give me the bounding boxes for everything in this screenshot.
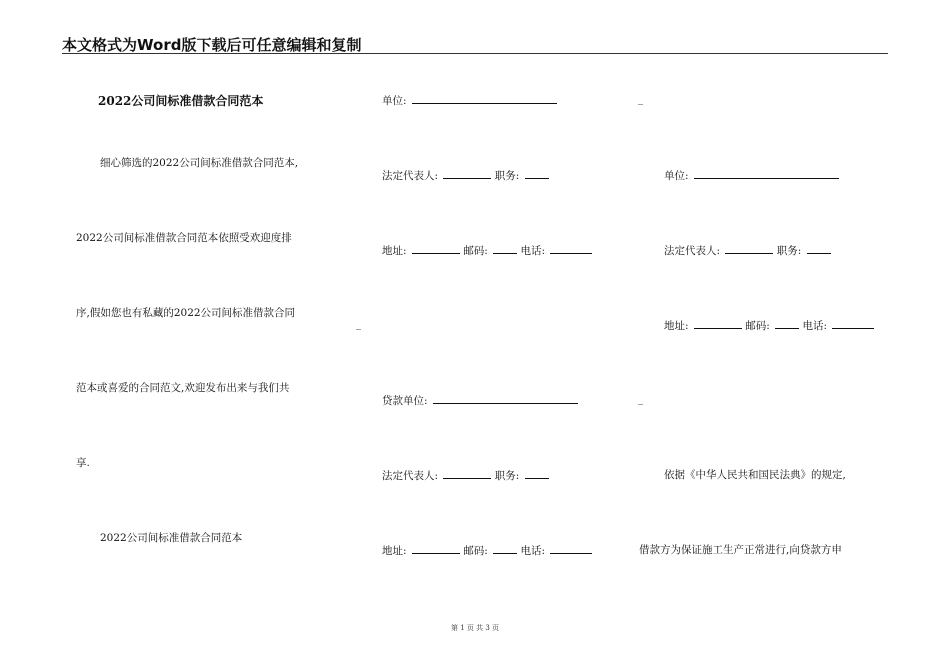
address-row [382,243,592,258]
intro-paragraph-line-4: 范本或喜爱的合同范文,欢迎发布出来与我们共 [76,382,290,394]
representative-label: 法定代表人: [664,245,721,257]
representative-label: 法定代表人: [382,170,439,182]
guarantor-unit-row [664,168,839,183]
lender-unit-label: 贷款单位: [382,395,428,407]
intro-paragraph-line-2: 2022公司间标准借款合同范本依照受欢迎度排 [76,232,292,244]
phone-blank [550,243,592,254]
position-blank [525,168,549,179]
address-label: 地址: [664,320,689,332]
guarantor-address-row [664,318,874,333]
unit-blank [412,93,557,104]
postcode-blank [493,543,517,554]
representative-blank [725,243,773,254]
postcode-label: 邮码: [463,545,488,557]
unit-blank [694,168,839,179]
underscore-mark: _ [356,319,361,330]
intro-paragraph-line-1: 细心筛选的2022公司间标准借款合同范本, [100,157,299,169]
guarantor-representative-row [664,243,831,258]
lender-unit-row [382,393,578,408]
representative-blank [443,468,491,479]
section-subtitle: 2022公司间标准借款合同范本 [100,532,243,544]
address-blank [694,318,742,329]
intro-paragraph-line-3: 序,假如您也有私藏的2022公司间标准借款合同 [76,307,296,319]
body-text-line-2: 借款方为保证施工生产正常进行,向贷款方申 [639,544,842,556]
borrower-unit-row [382,93,557,108]
position-label: 职务: [776,245,802,257]
representative-blank [443,168,491,179]
body-text-line-1: 依据《中华人民共和国民法典》的规定, [664,469,846,481]
postcode-blank [775,318,799,329]
position-blank [525,468,549,479]
underscore-mark: _ [638,94,643,105]
header-divider [62,53,888,54]
phone-label: 电话: [802,320,828,332]
lender-unit-blank [433,393,578,404]
intro-paragraph-line-5: 享. [76,457,90,469]
position-label: 职务: [494,470,520,482]
postcode-blank [493,243,517,254]
address-label: 地址: [382,245,407,257]
representative-row [382,168,549,183]
address-blank [412,243,460,254]
address-blank [412,543,460,554]
header-title: 本文格式为Word版下载后可任意编辑和复制 [62,36,362,54]
document-title: 2022公司间标准借款合同范本 [98,94,264,108]
unit-label: 单位: [664,170,689,182]
underscore-mark: _ [638,394,643,405]
postcode-label: 邮码: [463,245,488,257]
phone-blank [832,318,874,329]
page-number: 第 1 页 共 3 页 [450,624,500,632]
unit-label: 单位: [382,95,407,107]
lender-address-row [382,543,592,558]
address-label: 地址: [382,545,407,557]
phone-label: 电话: [520,545,546,557]
lender-representative-row [382,468,549,483]
phone-label: 电话: [520,245,546,257]
representative-label: 法定代表人: [382,470,439,482]
position-blank [807,243,831,254]
postcode-label: 邮码: [745,320,770,332]
position-label: 职务: [494,170,520,182]
phone-blank [550,543,592,554]
